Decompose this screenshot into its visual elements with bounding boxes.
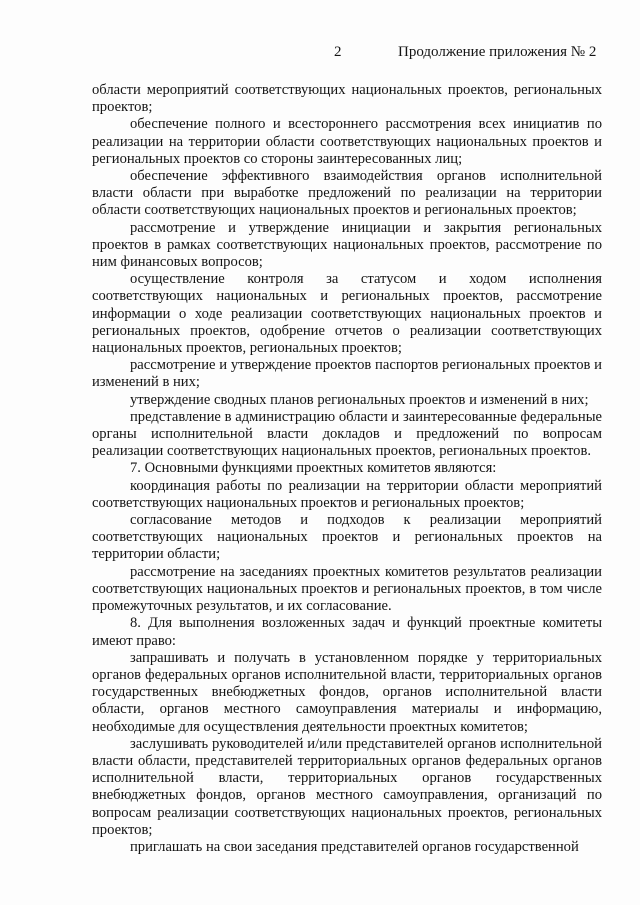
paragraph: приглашать на свои заседания представителей органов государственной bbox=[130, 838, 579, 855]
section-heading: 7. Основными функциями проектных комитетов являются: bbox=[130, 460, 497, 477]
paragraph: области мероприятий соответствующих национальных проектов, региональных проектов; bbox=[92, 82, 602, 116]
paragraph: утверждение сводных планов региональных проектов и изменений в них; bbox=[130, 391, 589, 408]
paragraph: рассмотрение на заседаниях проектных комитетов результатов реализации соответствующих национальных проектов и региональных проектов, в том числе промежуточных результатов, и их согласование. bbox=[92, 563, 602, 615]
document-body bbox=[92, 82, 602, 856]
paragraph: обеспечение эффективного взаимодействия органов исполнительной власти области при выработке предложений по реализации на территории области соответствующих национальных проектов и региональных проектов; bbox=[92, 168, 602, 219]
paragraph: представление в администрацию области и заинтересованные федеральные органы исполнительной власти докладов и предложений по вопросам реализации соответствующих национальных проектов, региональных проектов. bbox=[92, 408, 602, 460]
paragraph: рассмотрение и утверждение инициации и закрытия региональных проектов в рамках соответствующих национальных проектов, рассмотрение по ним финансовых вопросов; bbox=[92, 219, 602, 271]
paragraph: запрашивать и получать в установленном порядке у территориальных органов федеральных органов исполнительной власти, территориальных органов государственных внебюджетных фондов, органов исполнительной власти области, органов местного самоуправления материалы и информацию, необходимые для осуществления деятельности проектных комитетов; bbox=[92, 649, 602, 735]
paragraph: заслушивать руководителей и/или представителей органов исполнительной власти области, представителей территориальных органов федеральных органов исполнительной власти, территориальных органов государственных внебюджетных фондов, органов местного самоуправления, организаций по вопросам реализации соответствующих национальных проектов, региональных проектов; bbox=[92, 735, 602, 838]
appendix-label: Продолжение приложения № 2 bbox=[398, 44, 597, 60]
page-header bbox=[0, 44, 640, 64]
page-number: 2 bbox=[334, 44, 342, 60]
paragraph: обеспечение полного и всестороннего рассмотрения всех инициатив по реализации на территории области соответствующих национальных проектов и региональных проектов со стороны заинтересованных лиц; bbox=[92, 116, 602, 167]
paragraph: осуществление контроля за статусом и ходом исполнения соответствующих национальных и региональных проектов, рассмотрение информации о ходе реализации соответствующих национальных проектов и региональных проектов, одобрение отчетов о реализации соответствующих национальных проектов, региональных проектов; bbox=[92, 271, 602, 357]
paragraph: рассмотрение и утверждение проектов паспортов региональных проектов и изменений в них; bbox=[92, 357, 602, 391]
section-heading: 8. Для выполнения возложенных задач и функций проектные комитеты имеют право: bbox=[92, 615, 602, 649]
paragraph: координация работы по реализации на территории области мероприятий соответствующих национальных проектов и региональных проектов; bbox=[92, 477, 602, 511]
paragraph: согласование методов и подходов к реализации мероприятий соответствующих национальных проектов и региональных проектов на территории области; bbox=[92, 512, 602, 563]
